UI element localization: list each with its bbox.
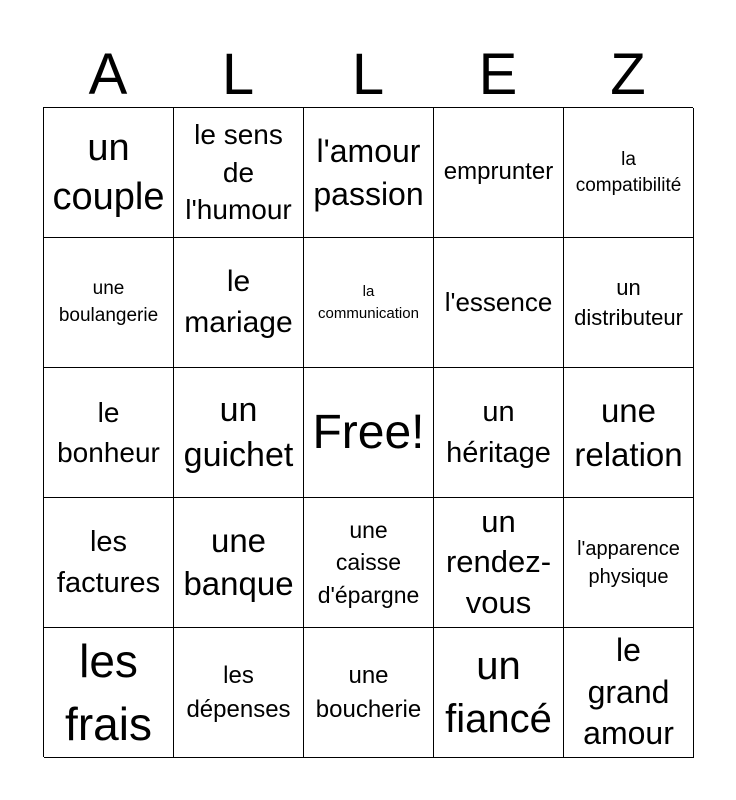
cell-text: la communication (318, 282, 419, 322)
bingo-board (43, 107, 693, 757)
cell-text: une boulangerie (58, 277, 159, 326)
cell-text: un héritage (446, 395, 551, 469)
cell-text: une boucherie (315, 662, 422, 723)
bingo-cell[interactable] (174, 628, 304, 758)
bingo-cell[interactable] (44, 108, 174, 238)
bingo-cell[interactable] (564, 108, 694, 238)
bingo-cell[interactable] (174, 108, 304, 238)
cell-text: l'apparence physique (577, 537, 680, 588)
free-space-cell[interactable] (304, 368, 434, 498)
bingo-cell[interactable] (434, 238, 564, 368)
bingo-cell[interactable] (434, 498, 564, 628)
bingo-cell[interactable] (564, 628, 694, 758)
cell-text: le sens de l'humour (185, 119, 292, 226)
header-letter-z: Z (610, 42, 646, 107)
header-letter-e: E (478, 42, 518, 107)
cell-text: une caisse d'épargne (317, 517, 420, 608)
cell-text: une banque (183, 521, 294, 602)
bingo-cell[interactable] (44, 628, 174, 758)
cell-text: les factures (56, 526, 161, 599)
bingo-header (43, 44, 693, 106)
header-letter-l-2: L (351, 42, 385, 107)
cell-text: une relation (574, 391, 683, 473)
bingo-cell[interactable] (564, 498, 694, 628)
cell-text: un couple (52, 126, 165, 218)
header-letter-l: L (221, 42, 255, 107)
cell-text: le bonheur (57, 397, 160, 468)
cell-text: le mariage (184, 265, 293, 339)
cell-text: l'essence (444, 286, 553, 317)
bingo-cell[interactable] (434, 628, 564, 758)
bingo-cell[interactable] (434, 108, 564, 238)
bingo-cell[interactable] (434, 368, 564, 498)
header-letter-a: A (88, 42, 128, 107)
bingo-cell[interactable] (564, 368, 694, 498)
cell-text: les dépenses (186, 662, 291, 723)
bingo-cell[interactable] (174, 238, 304, 368)
cell-text: un guichet (183, 391, 294, 474)
bingo-cell[interactable] (174, 498, 304, 628)
bingo-cell[interactable] (304, 498, 434, 628)
bingo-cell[interactable] (304, 628, 434, 758)
cell-text: emprunter (443, 158, 554, 186)
cell-text: un fiancé (445, 643, 552, 741)
bingo-cell[interactable] (174, 368, 304, 498)
cell-text: Free! (312, 405, 425, 459)
cell-text: le grand amour (583, 632, 674, 752)
cell-text: l'amour passion (313, 133, 424, 212)
cell-text: les frais (65, 634, 152, 750)
cell-text: la compatibilité (575, 148, 682, 196)
bingo-cell[interactable] (564, 238, 694, 368)
cell-text: un distributeur (574, 274, 683, 330)
bingo-cell[interactable] (44, 498, 174, 628)
bingo-cell[interactable] (44, 238, 174, 368)
bingo-cell[interactable] (304, 238, 434, 368)
bingo-cell[interactable] (44, 368, 174, 498)
cell-text: un rendez- vous (445, 504, 552, 620)
bingo-cell[interactable] (304, 108, 434, 238)
